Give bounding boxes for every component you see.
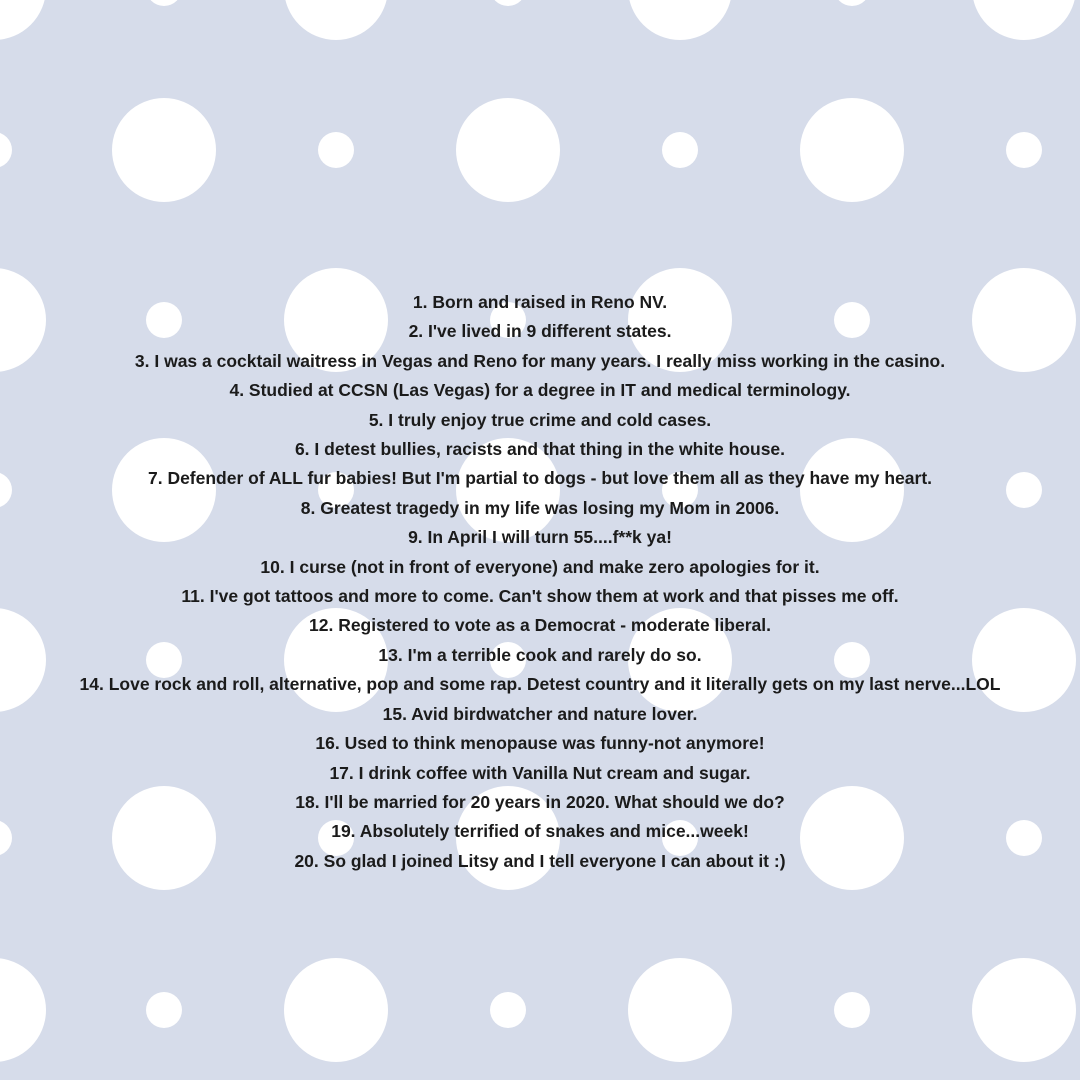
fact-item: 9. In April I will turn 55....f**k ya! — [408, 527, 672, 548]
fact-item: 13. I'm a terrible cook and rarely do so. — [378, 644, 702, 665]
polka-dot — [0, 0, 46, 40]
fact-item: 19. Absolutely terrified of snakes and mice...week! — [331, 821, 749, 842]
fact-item: 14. Love rock and roll, alternative, pop and some rap. Detest country and it literally gets on my last nerve...LOL — [79, 674, 1001, 695]
fact-item: 7. Defender of ALL fur babies! But I'm partial to dogs - but love them all as they have my heart. — [147, 468, 933, 489]
polka-dot — [284, 0, 388, 40]
polka-dot — [490, 992, 526, 1028]
fact-item: 3. I was a cocktail waitress in Vegas and Reno for many years. I really miss working in the casino. — [134, 350, 946, 371]
fact-item: 2. I've lived in 9 different states. — [408, 321, 672, 342]
polka-dot — [0, 958, 46, 1062]
polka-dot — [112, 98, 216, 202]
polka-dot — [284, 958, 388, 1062]
fact-item: 6. I detest bullies, racists and that thing in the white house. — [294, 439, 786, 460]
polka-dot — [146, 0, 182, 6]
polka-dot — [1006, 132, 1042, 168]
polka-dot — [490, 0, 526, 6]
fact-item: 1. Born and raised in Reno NV. — [412, 292, 668, 312]
fact-item: 15. Avid birdwatcher and nature lover. — [382, 703, 698, 724]
fact-item: 11. I've got tattoos and more to come. Can't show them at work and that pisses me off. — [181, 586, 899, 607]
fact-item: 8. Greatest tragedy in my life was losing my Mom in 2006. — [300, 497, 780, 518]
fact-item: 5. I truly enjoy true crime and cold cases. — [368, 409, 712, 430]
polka-dot — [146, 992, 182, 1028]
fact-item: 17. I drink coffee with Vanilla Nut cream and sugar. — [329, 762, 751, 783]
polka-dot — [800, 98, 904, 202]
polka-dot — [628, 958, 732, 1062]
facts-list — [0, 288, 1080, 876]
polka-dot — [318, 132, 354, 168]
fact-item: 4. Studied at CCSN (Las Vegas) for a degree in IT and medical terminology. — [229, 380, 851, 401]
polka-dot — [456, 98, 560, 202]
fact-item: 12. Registered to vote as a Democrat - moderate liberal. — [309, 615, 771, 636]
fact-item: 16. Used to think menopause was funny-not anymore! — [315, 733, 765, 754]
polka-dot — [628, 0, 732, 40]
polka-dot — [972, 958, 1076, 1062]
polka-dot — [834, 0, 870, 6]
fact-item: 10. I curse (not in front of everyone) and make zero apologies for it. — [260, 556, 820, 577]
fact-item: 20. So glad I joined Litsy and I tell everyone I can about it :) — [294, 850, 786, 871]
polka-dot — [0, 132, 12, 168]
fact-item: 18. I'll be married for 20 years in 2020. What should we do? — [295, 791, 785, 812]
polka-dot — [972, 0, 1076, 40]
polka-dot — [662, 132, 698, 168]
polka-dot — [834, 992, 870, 1028]
